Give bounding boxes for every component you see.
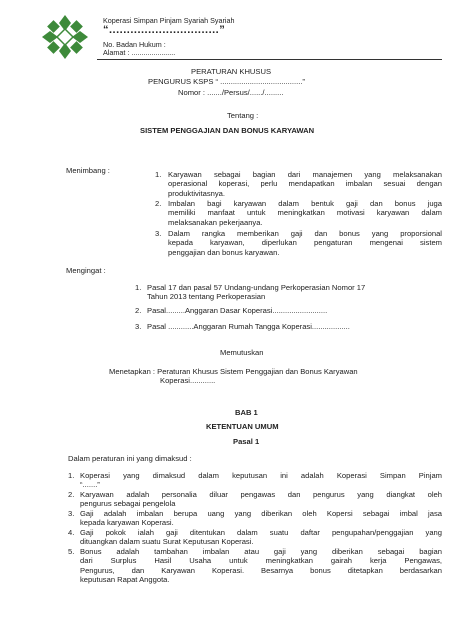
mengingat-item-2: Pasal.........Anggaran Dasar Koperasi..........................: [147, 306, 328, 315]
pasal-item-5: Bonus adalah tambahan imbalan atau gaji yang diberikan sebagai bagian dari Surplus Hasil Usaha untuk meningkatkan gairah kerja Pengawas, Pengurus, dan Karyawan Koperasi. Besarnya bonus ditetapkan berdasarkan keputusan Rapat Anggota.: [80, 547, 442, 585]
mengingat-item-3: Pasal ............Anggaran Rumah Tangga Koperasi..................: [147, 322, 350, 331]
doc-title: PERATURAN KHUSUS: [191, 67, 272, 76]
doc-number: Nomor : ......./Persus/....../.........: [178, 88, 284, 97]
pasal-item-2-num: 2.: [68, 490, 75, 499]
ksps-logo-icon: [38, 13, 92, 61]
menetapkan-line-2: Koperasi............: [160, 376, 216, 385]
bab-title: BAB 1: [235, 408, 258, 417]
pasal-item-3-num: 3.: [68, 509, 75, 518]
menetapkan-line-1: Menetapkan : Peraturan Khusus Sistem Penggajian dan Bonus Karyawan: [109, 367, 358, 376]
doc-subject: SISTEM PENGGAJIAN DAN BONUS KARYAWAN: [140, 126, 315, 135]
pasal-item-4-num: 4.: [68, 528, 75, 537]
mengingat-item-3-num: 3.: [135, 322, 142, 331]
header-divider: [97, 59, 442, 60]
mengingat-item-1: Pasal 17 dan pasal 57 Undang-undang Perkoperasian Nomor 17 Tahun 2013 tentang Perkoperasian: [147, 283, 366, 302]
mengingat-label: Mengingat :: [66, 266, 106, 275]
menimbang-item-2-num: 2.: [155, 199, 162, 208]
org-name: Koperasi Simpan Pinjam Syariah Syariah: [103, 16, 235, 25]
pasal-item-1-num: 1.: [68, 471, 75, 480]
pasal-intro: Dalam peraturan ini yang dimaksud :: [68, 454, 192, 463]
menimbang-item-1: Karyawan sebagai bagian dari manajemen yang melaksanakan operasional koperasi, perlu mendapatkan imbalan sesuai dengan produktivitasnya.: [168, 170, 442, 198]
pasal-item-4: Gaji pokok ialah gaji ditentukan dalam suatu daftar pengupahan/penggajian yang dituangkan dalam suatu Surat Keputusan Koperasi.: [80, 528, 442, 547]
pasal-title: Pasal 1: [233, 437, 260, 446]
menimbang-item-1-num: 1.: [155, 170, 162, 179]
tentang-label: Tentang :: [227, 111, 259, 120]
bab-subtitle: KETENTUAN UMUM: [206, 422, 279, 431]
menimbang-item-2: Imbalan bagi karyawan dalam bentuk gaji dan bonus juga memiliki manfaat untuk meningkatkan motivasi karyawan dalam melaksanakan pekerjaanya.: [168, 199, 442, 227]
alamat: Alamat : ......................: [103, 48, 176, 57]
pasal-item-1: Koperasi yang dimaksud dalam keputusan ini adalah Koperasi Simpan Pinjam “.......”: [80, 471, 442, 490]
badan-hukum: No. Badan Hukum :: [103, 40, 166, 49]
pasal-item-3: Gaji adalah imbalan berupa uang yang diberikan oleh Kopersi sebagai imbal jasa kepada karyawan Koperasi.: [80, 509, 442, 528]
menimbang-label: Menimbang :: [66, 166, 110, 175]
pasal-item-5-num: 5.: [68, 547, 75, 556]
menimbang-item-3-num: 3.: [155, 229, 162, 238]
mengingat-item-1-num: 1.: [135, 283, 142, 292]
mengingat-item-2-num: 2.: [135, 306, 142, 315]
pasal-item-2: Karyawan adalah personalia diluar pengawas dan pengurus yang diangkat oleh pengurus sebagai pengelola: [80, 490, 442, 509]
menimbang-item-3: Dalam rangka memberikan gaji dan bonus yang proporsional kepada karyawan, diperlukan pengaturan mengenai sistem penggajian dan bonus karyawan.: [168, 229, 442, 257]
doc-title-pengurus: PENGURUS KSPS “ .......................................”: [148, 77, 305, 86]
org-quoted-name: “...............................”: [103, 24, 226, 36]
memutuskan-label: Memutuskan: [220, 348, 264, 357]
